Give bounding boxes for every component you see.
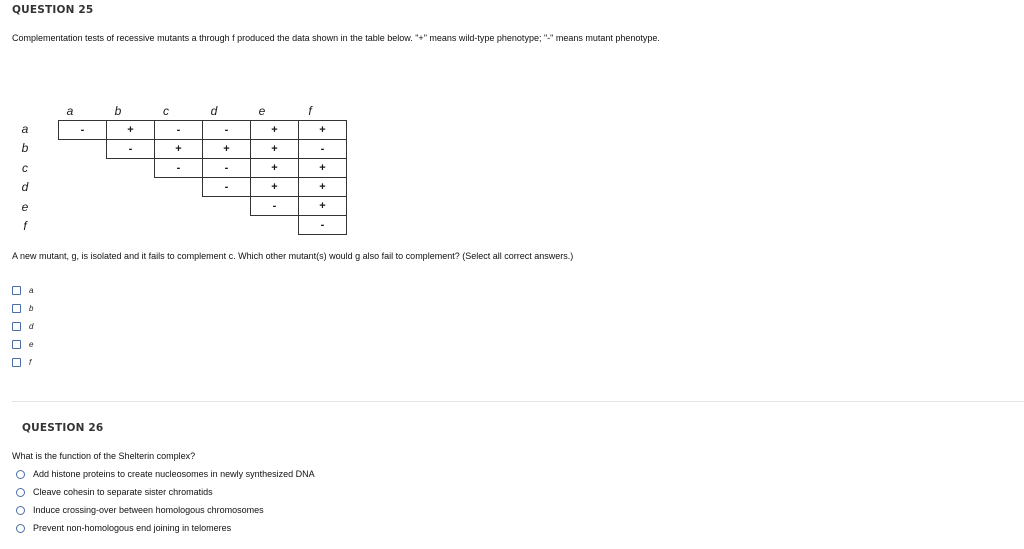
row-header-f: f xyxy=(23,219,27,233)
option-label: Add histone proteins to create nucleosomes in newly synthesized DNA xyxy=(33,469,315,479)
option-label: f xyxy=(29,357,32,367)
column-header-a: a xyxy=(66,104,74,118)
table-cell: - xyxy=(299,140,347,159)
table-cell: - xyxy=(203,178,251,197)
row-header-d: d xyxy=(21,180,29,194)
option-label: b xyxy=(29,303,34,313)
question-divider xyxy=(12,401,1024,402)
table-cell: + xyxy=(203,140,251,159)
option-a[interactable] xyxy=(12,284,33,296)
empty-cell xyxy=(107,197,155,216)
empty-cell xyxy=(155,178,203,197)
column-header-d: d xyxy=(210,104,218,118)
question-25-title: QUESTION 25 xyxy=(12,4,94,16)
empty-cell xyxy=(203,216,251,235)
option-e[interactable] xyxy=(12,338,33,350)
column-header-f: f xyxy=(308,104,312,118)
row-header-b: b xyxy=(21,141,29,155)
answer-option-1[interactable] xyxy=(16,467,315,481)
table-cell: + xyxy=(107,121,155,140)
table-cell: - xyxy=(155,121,203,140)
empty-cell xyxy=(107,159,155,178)
empty-cell xyxy=(59,159,107,178)
table-cell: - xyxy=(203,121,251,140)
answer-option-2[interactable] xyxy=(16,485,213,499)
table-cell: + xyxy=(251,178,299,197)
table-cell: + xyxy=(251,159,299,178)
checkbox-icon[interactable] xyxy=(12,322,21,331)
empty-cell xyxy=(59,178,107,197)
table-cell: + xyxy=(251,121,299,140)
option-label: Cleave cohesin to separate sister chromatids xyxy=(33,487,213,497)
empty-cell xyxy=(59,140,107,159)
table-row xyxy=(59,121,347,140)
checkbox-icon[interactable] xyxy=(12,340,21,349)
option-label: d xyxy=(29,321,34,331)
empty-cell xyxy=(155,197,203,216)
row-header-e: e xyxy=(21,200,29,214)
empty-cell xyxy=(155,216,203,235)
empty-cell xyxy=(59,216,107,235)
answer-option-3[interactable] xyxy=(16,503,264,517)
table-cell: - xyxy=(251,197,299,216)
table-cell: + xyxy=(299,197,347,216)
column-header-b: b xyxy=(114,104,122,118)
question-25-prompt: A new mutant, g, is isolated and it fails to complement c. Which other mutant(s) would g also fail to complement? (Select all correct answers.) xyxy=(12,251,574,261)
question-26-title: QUESTION 26 xyxy=(22,422,104,434)
table-row xyxy=(59,178,347,197)
table-cell: - xyxy=(203,159,251,178)
option-label: Induce crossing-over between homologous chromosomes xyxy=(33,505,264,515)
table-row xyxy=(59,159,347,178)
question-25-intro: Complementation tests of recessive mutants a through f produced the data shown in the table below. "+" means wild-type phenotype; "-" means mutant phenotype. xyxy=(12,33,660,43)
checkbox-icon[interactable] xyxy=(12,286,21,295)
checkbox-icon[interactable] xyxy=(12,304,21,313)
table-row xyxy=(59,216,347,235)
option-d[interactable] xyxy=(12,320,33,332)
column-header-e: e xyxy=(258,104,266,118)
row-header-c: c xyxy=(22,161,28,175)
option-f[interactable] xyxy=(12,356,31,368)
table-cell: - xyxy=(299,216,347,235)
empty-cell xyxy=(203,197,251,216)
option-b[interactable] xyxy=(12,302,33,314)
answer-option-4[interactable] xyxy=(16,521,231,535)
table-row xyxy=(59,140,347,159)
table-cell: + xyxy=(299,159,347,178)
empty-cell xyxy=(107,178,155,197)
radio-icon[interactable] xyxy=(16,524,25,533)
complementation-table xyxy=(58,120,347,235)
table-cell: + xyxy=(251,140,299,159)
radio-icon[interactable] xyxy=(16,470,25,479)
empty-cell xyxy=(107,216,155,235)
radio-icon[interactable] xyxy=(16,488,25,497)
option-label: a xyxy=(29,285,34,295)
table-cell: - xyxy=(155,159,203,178)
empty-cell xyxy=(251,216,299,235)
table-cell: + xyxy=(299,121,347,140)
table-cell: + xyxy=(299,178,347,197)
table-cell: - xyxy=(107,140,155,159)
table-row xyxy=(59,197,347,216)
empty-cell xyxy=(59,197,107,216)
row-header-a: a xyxy=(21,122,29,136)
table-cell: - xyxy=(59,121,107,140)
checkbox-icon[interactable] xyxy=(12,358,21,367)
option-label: Prevent non-homologous end joining in telomeres xyxy=(33,523,232,533)
option-label: e xyxy=(29,339,34,349)
radio-icon[interactable] xyxy=(16,506,25,515)
table-cell: + xyxy=(155,140,203,159)
column-header-c: c xyxy=(163,104,169,118)
question-26-prompt: What is the function of the Shelterin complex? xyxy=(12,451,196,461)
